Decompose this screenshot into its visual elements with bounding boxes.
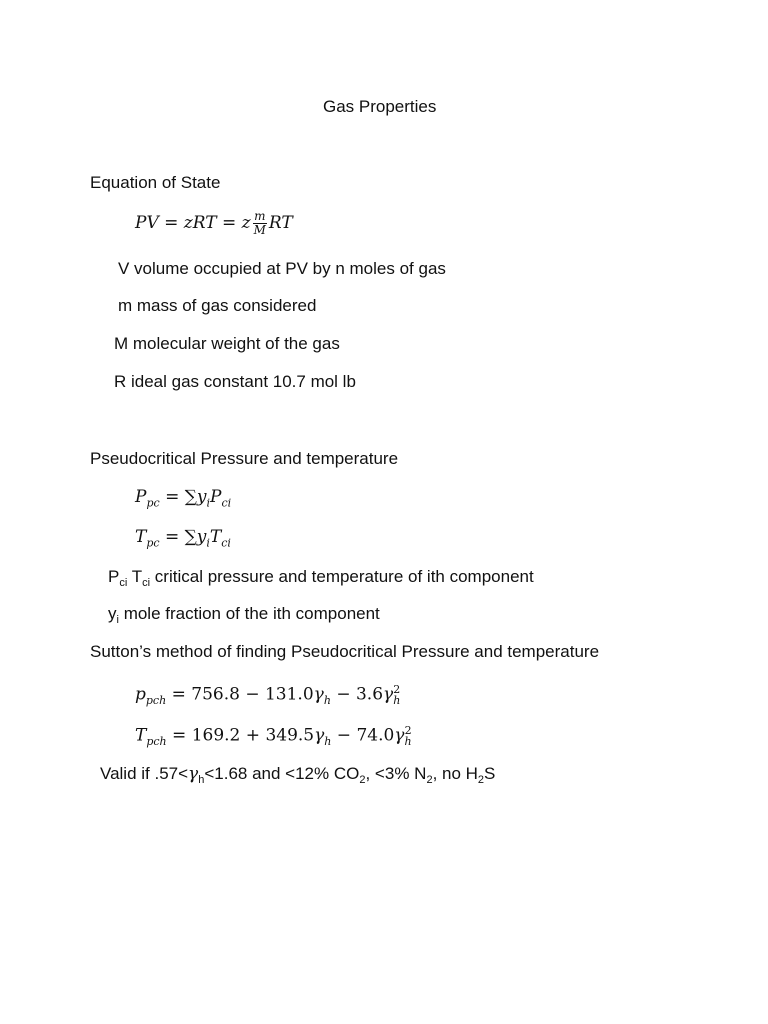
- mass-fraction: $\frac{m}{M}$: [253, 209, 266, 237]
- pseudo-def-mole-fraction: $y_i$ mole fraction of the ith component: [108, 604, 380, 626]
- eq-mid: zRT: [183, 213, 217, 233]
- eq-tail: RT: [268, 213, 293, 233]
- sutton-validity: Valid if $.57<\gamma_h<1.68$ and <12% $CO_2$, <3% $N_2$, no $H_2S$: [100, 764, 496, 786]
- eos-def-molecular-weight: M molecular weight of the gas: [114, 334, 340, 353]
- eos-heading: Equation of State: [90, 173, 221, 192]
- eos-def-mass: m mass of gas considered: [118, 296, 317, 315]
- eos-def-gas-constant: R ideal gas constant 10.7 mol lb: [114, 372, 356, 391]
- ppc-equation: $P_{pc} = \sum y_iP_{ci}$: [135, 487, 232, 510]
- sutton-heading: Sutton’s method of finding Pseudocritical Pressure and temperature: [90, 642, 600, 661]
- ppch-equation: $p_{pch} = 756.8 - 131.0\gamma_h - 3.6\gamma_h^2$: [135, 683, 401, 708]
- page-title: Gas Properties: [323, 97, 437, 116]
- pseudo-heading: Pseudocritical Pressure and temperature: [90, 449, 399, 468]
- tpc-equation: $T_{pc} = \sum y_iT_{ci}$: [135, 527, 231, 550]
- tpch-equation: $T_{pch} = 169.2 + 349.5\gamma_h - 74.0\gamma_h^2$: [135, 724, 412, 749]
- eq-z: z: [241, 213, 251, 233]
- eq-lhs: PV: [135, 213, 159, 233]
- eos-def-volume: V volume occupied at PV by n moles of gas: [118, 259, 446, 278]
- pseudo-def-critical: $P_{ci}$ $T_{ci}$ critical pressure and temperature of ith component: [108, 567, 534, 589]
- eos-equation: PV = zRT = z $\frac{m}{M}$ RT: [135, 209, 293, 237]
